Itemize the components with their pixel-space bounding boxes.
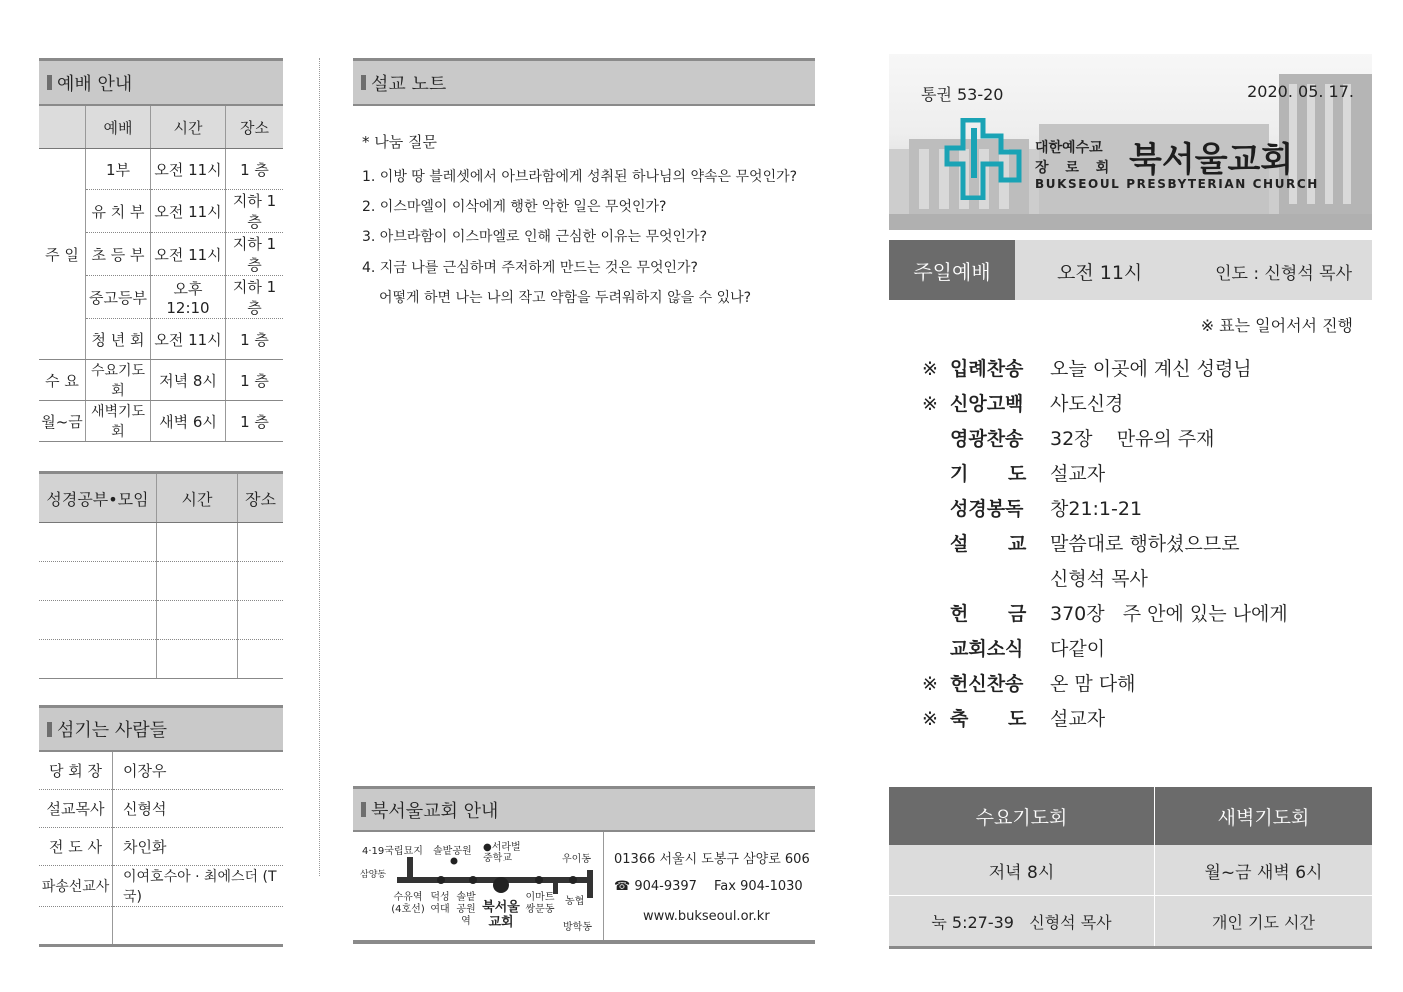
section-marker-icon [361,802,366,817]
table-row: 저녁 8시 월~금 새벽 6시 [889,845,1372,896]
table-row: 주 일 1부 오전 11시 1 층 [39,149,283,190]
order-item: 신형석 목사 [1050,568,1148,590]
col-worship: 예배 [86,106,151,149]
info-divider [603,832,604,940]
map-label: 삼양동 [360,870,387,880]
col-study-time: 시간 [157,473,238,523]
bottom-rule [353,940,815,944]
church-name: 북서울교회 [1129,140,1294,180]
denomination [1035,138,1115,178]
table-row: 설교목사 신형석 [39,790,283,828]
section-marker-icon [361,75,366,90]
sharing-heading: * 나눔 질문 [362,133,437,151]
section-marker-icon [47,75,52,90]
order-item: ※ 헌신찬송 온 맘 다해 [922,673,1136,695]
issue-number: 통권 53-20 [921,85,1004,104]
map-label: 솔밭 공원 역 [456,892,476,927]
order-item: 기 도 설교자 [950,463,1106,485]
church-address: 01366 서울시 도봉구 삼양로 606 [614,852,810,867]
map-label: 이마트 쌍문동 [525,892,555,915]
map-label: 수유역 (4호선) [391,892,425,915]
order-item: 헌 금 370장 주 안에 있는 나에게 [950,603,1288,625]
servants-table [39,752,283,947]
table-row: 전 도 사 차인화 [39,828,283,866]
sermon-note-title: 설교 노트 [371,73,447,95]
map-label: 덕성 여대 [430,892,450,915]
table-row: 유 치 부 오전 11시 지하 1층 [39,190,283,233]
table-row [39,640,283,679]
order-item: 영광찬송 32장 만유의 주재 [950,428,1215,450]
dawn-prayer-header: 새벽기도회 [1155,787,1373,845]
church-logo-icon [943,118,1023,200]
service-bar [889,240,1372,300]
order-item: ※ 축 도 설교자 [922,708,1106,730]
table-row: 월~금 새벽기도회 새벽 6시 1 층 [39,401,283,442]
service-time: 오전 11시 [1057,262,1143,284]
map-label: 방학동 [563,922,592,933]
church-phone: ☎ 904-9397 [614,879,697,894]
question-3: 3. 아브라함이 이스마엘로 인해 근심한 이유는 무엇인가? [362,229,708,245]
order-item: 설 교 말씀대로 행하셨으므로 [950,533,1240,555]
service-label: 주일예배 [889,240,1015,300]
table-row: 눅 5:27-39 신형석 목사 개인 기도 시간 [889,896,1372,948]
col-study: 성경공부•모임 [39,473,157,523]
map-label: 4·19국립묘지 [362,846,423,857]
table-row: 수 요 수요기도회 저녁 8시 1 층 [39,360,283,401]
denomination-line-2: 장 로 회 [1035,160,1116,176]
map-label-church: 북서울 교회 [482,900,520,930]
wednesday-prayer-header: 수요기도회 [889,787,1155,845]
service-leader: 인도 : 신형석 목사 [1215,264,1352,284]
map-label: 농협 [565,896,585,907]
table-row [39,601,283,640]
order-item: 성경봉독 창21:1-21 [950,498,1143,520]
order-item: 교회소식 다같이 [950,638,1106,660]
denomination-line-1: 대한예수교 [1035,140,1103,156]
worship-table [39,106,283,442]
worship-guide-title: 예배 안내 [57,73,133,95]
table-row: 파송선교사 이여호수아 · 최에스더 (T국) [39,866,283,907]
table-row [39,907,283,946]
church-website[interactable]: www.bukseoul.or.kr [643,909,770,924]
group-label: 주 일 [39,149,86,360]
church-info-header [353,786,815,832]
worship-guide-header [39,58,283,106]
servants-header [39,705,283,752]
question-2: 2. 이스마엘이 이삭에게 행한 악한 일은 무엇인가? [362,199,667,215]
col-study-place: 장소 [238,473,284,523]
question-4-cont: 어떻게 하면 나는 나의 작고 약함을 두려워하지 않을 수 있나? [379,290,752,306]
church-name-english: BUKSEOUL PRESBYTERIAN CHURCH [1035,177,1319,191]
church-location-map [353,832,603,940]
sermon-note-header [353,58,815,106]
map-label: 솔밭공원 [433,846,472,857]
bible-study-table [39,471,283,679]
table-row: 중고등부 오후 12:10 지하 1층 [39,276,283,319]
col-place: 장소 [226,106,284,149]
church-info-title: 북서울교회 안내 [371,800,499,822]
standing-note: ※ 표는 일어서서 진행 [1200,316,1353,335]
table-row: 초 등 부 오전 11시 지하 1층 [39,233,283,276]
issue-date: 2020. 05. 17. [1247,82,1354,101]
order-item: ※ 입례찬송 오늘 이곳에 계신 성령님 [922,358,1252,380]
table-row [39,562,283,601]
section-marker-icon [47,722,52,737]
table-row [39,523,283,562]
map-label: ●서라벌 중학교 [483,842,521,864]
order-item: ※ 신앙고백 사도신경 [922,393,1124,415]
table-row: 청 년 회 오전 11시 1 층 [39,319,283,360]
cover-banner [889,54,1372,230]
table-row: 당 회 장 이장우 [39,752,283,790]
question-4: 4. 지금 나를 근심하며 주저하게 만드는 것은 무엇인가? [362,260,698,276]
servants-title: 섬기는 사람들 [57,720,168,741]
prayer-table [889,787,1372,949]
question-1: 1. 이방 땅 블레셋에서 아브라함에게 성취된 하나님의 약속은 무엇인가? [362,169,798,185]
column-divider [319,58,320,876]
map-label: 우이동 [562,854,591,865]
col-time: 시간 [151,106,226,149]
church-fax: Fax 904-1030 [714,879,803,894]
